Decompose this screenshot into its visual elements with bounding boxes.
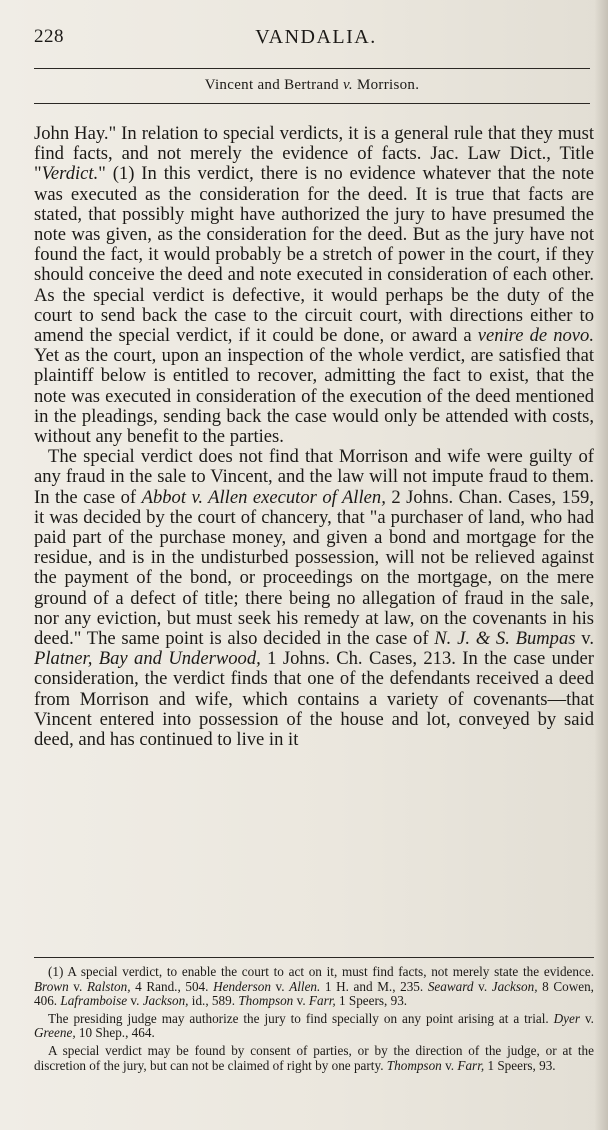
footnotes: [34, 965, 594, 1076]
italic-run: Greene,: [34, 1025, 76, 1041]
running-title: VANDALIA.: [255, 26, 377, 48]
italic-run: Abbot v. Allen executor of Allen,: [141, 486, 386, 508]
italic-run: Laframboise: [60, 993, 128, 1009]
text-run: Yet as the court, upon an inspection of the whole verdict, are satisfied that plaintiff below is entitled to recover, admitting the fact to exist, that the note was executed in consideration of the execution of the deed mentioned in the pleadings, sending back the case would only be attended with costs, without any benefit to the parties.: [34, 345, 594, 448]
text-run: v.: [473, 978, 492, 994]
opinion-paragraph-2: [34, 447, 594, 750]
text-run: (1) A special verdict, to enable the court to act on it, must find facts, not merely state the evidence.: [48, 964, 594, 979]
italic-run: Brown: [34, 978, 69, 994]
text-run: The special verdict does not find that Morrison and wife were guilty of any fraud in the sale to Vincent, and the law will not impute fraud to them. In the case of: [34, 446, 594, 508]
italic-run: Jackson,: [142, 993, 189, 1009]
italic-run: Allen.: [289, 978, 321, 994]
case-title-defendant: Morrison.: [352, 77, 420, 93]
text-run: A special verdict may be found by consent of parties, or by the direction of the judge, or at the discretion of the jury, but can not be claimed of right by one party.: [34, 1042, 594, 1073]
header-rule-top: [34, 68, 590, 69]
text-run: 2 Johns. Chan. Cases, 159, it was decided by the court of chancery, that "a purchaser of land, who had paid part of the purchase money, and given a bond and mortgage for the residue, and is in the undisturbed possession, will not be relieved against the payment of the bond, or proceedings on the mortgage, on the mere ground of a defect of title; there being no allegation of fraud in the sale, nor any eviction, but must seek his remedy at law, on the covenants in his deed." The same point is also decided in the case of: [34, 486, 594, 650]
text-run: v.: [68, 978, 87, 994]
page-header: [34, 26, 590, 56]
footnote-2: [34, 1012, 594, 1041]
text-run: 1 Speers, 93.: [484, 1057, 556, 1073]
footnote-rule: [34, 957, 594, 958]
case-title-parties: Vincent and Bertrand: [204, 77, 344, 93]
italic-run: Seaward: [427, 978, 474, 994]
italic-run: Thompson: [386, 1057, 442, 1073]
text-run: 1 Johns. Ch. Cases, 213. In the case under consideration, the verdict finds that one of the defendants received a deed from Morrison and wife, which contains a variety of covenants—that Vincent entered into possession of the house and lot, conveyed by said deed, and has continued to live in it: [34, 648, 594, 751]
italic-run: Dyer: [553, 1010, 580, 1026]
text-run: 4 Rand., 504.: [130, 978, 214, 994]
case-title-versus: v.: [343, 77, 353, 93]
italic-run: Farr,: [457, 1057, 485, 1073]
italic-run: Thompson: [238, 993, 294, 1009]
opinion-text: [34, 124, 594, 750]
italic-run: Farr,: [308, 993, 336, 1009]
opinion-paragraph-1: [34, 124, 594, 447]
page-number: 228: [34, 26, 64, 47]
case-title: [34, 77, 590, 94]
footnote-1: [34, 965, 594, 1009]
text-run: John Hay." In relation to special verdicts, it is a general rule that they must find facts, and not merely the evidence of facts. Jac. Law Dict., Title ": [34, 123, 594, 185]
text-run: v.: [270, 978, 290, 994]
header-rule-bottom: [34, 103, 590, 104]
footnote-3: [34, 1044, 594, 1073]
page-gutter-shadow: [594, 0, 608, 1130]
italic-run: Ralston,: [86, 978, 131, 994]
text-run: v.: [441, 1057, 458, 1073]
text-run: v.: [293, 993, 309, 1009]
italic-run: Verdict.: [41, 163, 99, 185]
italic-run: Platner, Bay and Underwood,: [34, 648, 261, 670]
text-run: The presiding judge may authorize the jury to find specially on any point arising at a trial.: [48, 1010, 554, 1026]
text-run: 1 H. and M., 235.: [320, 978, 428, 994]
italic-run: Jackson,: [491, 978, 538, 994]
text-run: 10 Shep., 464.: [75, 1025, 155, 1041]
italic-run: N. J. & S. Bumpas: [434, 628, 576, 650]
text-run: id., 589.: [188, 993, 239, 1009]
text-run: 8 Cowen, 406.: [34, 978, 594, 1009]
text-run: " (1) In this verdict, there is no evidence whatever that the note was executed as the consideration for the deed. It is true that facts are stated, that possibly might have authorized the jury to have presumed the note was given, as the consideration for the deed. But as the jury have not found the fact, it would probably be a stretch of power in the court, if they should conceive the deed and note executed in consideration of each other. As the special verdict is defective, it would perhaps be the duty of the court to send back the case to the circuit court, with directions either to amend the special verdict, if it could be done, or award a: [34, 163, 594, 347]
text-run: 1 Speers, 93.: [335, 993, 408, 1009]
text-run: v.: [575, 628, 594, 650]
text-run: v.: [127, 993, 143, 1009]
italic-run: venire de novo.: [477, 325, 594, 347]
text-run: v.: [580, 1010, 594, 1026]
italic-run: Henderson: [213, 978, 271, 994]
